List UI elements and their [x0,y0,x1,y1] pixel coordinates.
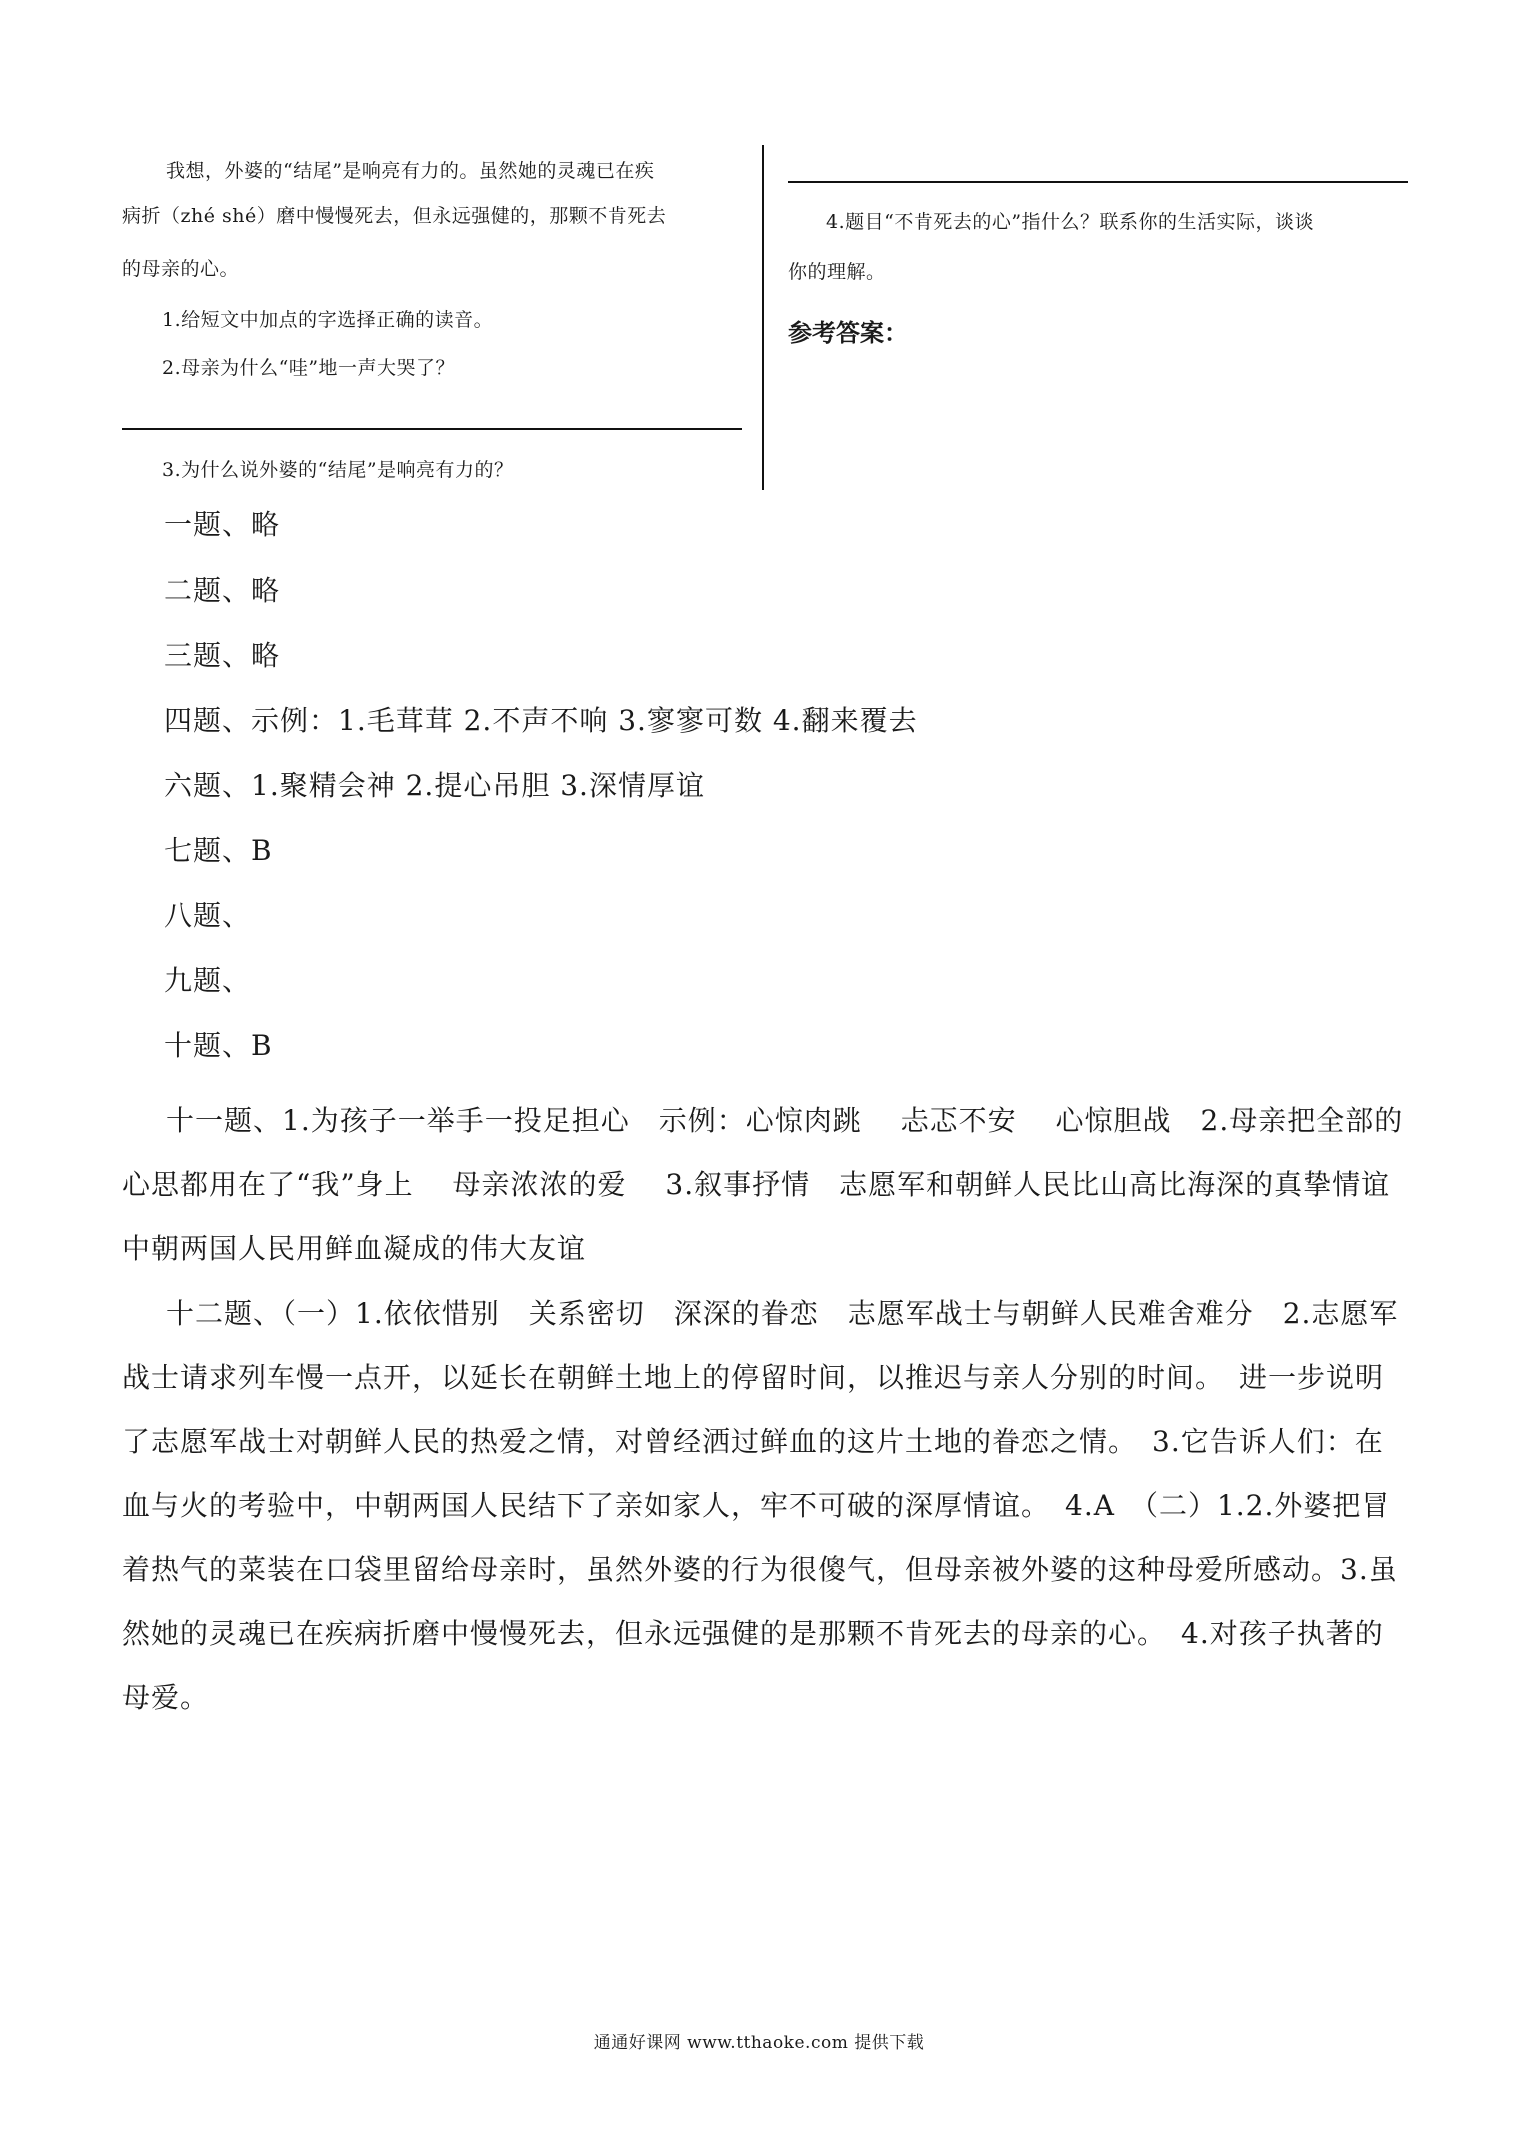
answer-3: 三题、略 [164,639,281,672]
answer-12-paragraph: 十二题、（一）1.依依惜别 关系密切 深深的眷恋 志愿军战士与朝鲜人民难舍难分 2.志愿军战士请求列车慢一点开，以延长在朝鲜土地上的停留时间，以推迟与亲人分别的时间。 进一步说明了志愿军战士对朝鲜人民的热爱之情，对曾经洒过鲜血的这片土地的眷恋之情。 3.它告诉人们：在血与火的考验中，中朝两国人民结下了亲如家人，牢不可破的深厚情谊。 4.A （二）1.2.外婆把冒着热气的菜装在口袋里留给母亲时，虽然外婆的行为很傻气，但母亲被外婆的这种母爱所感动。3.虽然她的灵魂已在疾病折磨中慢慢死去，但永远强健的是那颗不肯死去的母亲的心。 4.对孩子执著的母爱。 [122,1297,1399,1714]
column-divider [762,145,764,490]
passage-line-1: 我想，外婆的“结尾”是响亮有力的。虽然她的灵魂已在疾 [166,160,655,182]
passage-line-2: 病折（zhé shé）磨中慢慢死去，但永远强健的，那颗不肯死去 [122,205,667,227]
question-2: 2.母亲为什么“哇”地一声大哭了？ [162,357,456,379]
answer-line-top-right [788,181,1408,183]
answer-11-paragraph: 十一题、1.为孩子一举手一投足担心 示例：心惊肉跳 忐忑不安 心惊胆战 2.母亲把全部的心思都用在了“我”身上 母亲浓浓的爱 3.叙事抒情 志愿军和朝鲜人民比山高比海深的真挚情谊 中朝两国人民用鲜血凝成的伟大友谊 [122,1104,1430,1265]
answer-8: 八题、 [164,899,252,932]
answer-10: 十题、B [164,1029,273,1062]
answers-heading: 参考答案： [788,319,908,347]
answer-line-q2 [122,428,742,430]
answer-1: 一题、略 [164,508,281,541]
passage-line-3: 的母亲的心。 [122,258,240,280]
question-1: 1.给短文中加点的字选择正确的读音。 [162,309,494,331]
question-3: 3.为什么说外婆的“结尾”是响亮有力的？ [162,459,514,481]
answer-6: 六题、1.聚精会神 2.提心吊胆 3.深情厚谊 [164,769,705,802]
question-4-line-2: 你的理解。 [788,261,886,283]
answer-9: 九题、 [164,964,252,997]
question-4-line-1: 4.题目“不肯死去的心”指什么？联系你的生活实际，谈谈 [826,211,1315,233]
page-footer: 通通好课网 www.tthaoke.com 提供下载 [593,2033,925,2053]
answer-2: 二题、略 [164,574,281,607]
answer-7: 七题、B [164,834,273,867]
answer-4: 四题、示例：1.毛茸茸 2.不声不响 3.寥寥可数 4.翻来覆去 [164,704,918,737]
